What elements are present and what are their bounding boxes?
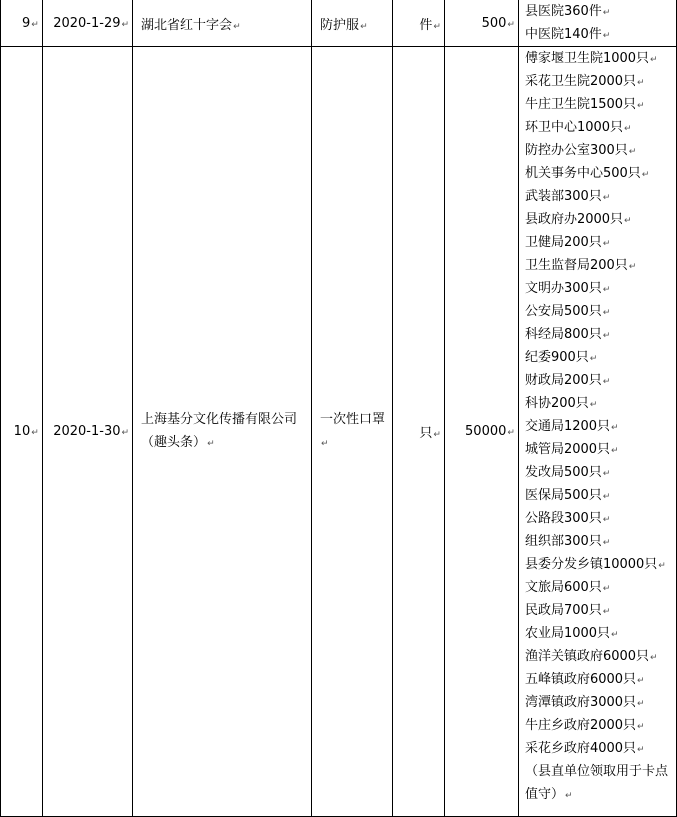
- recipient-line: 公路段300只↵: [524, 511, 611, 526]
- row-quantity-cell: 500↵: [444, 0, 518, 47]
- row-unit-cell: 件↵: [393, 0, 445, 47]
- recipient-list: [525, 47, 676, 808]
- row-date-cell: 2020-1-30↵: [42, 47, 132, 817]
- recipient-line: 科协200只↵: [524, 396, 598, 411]
- recipient-line: 卫生监督局200只↵: [524, 258, 637, 273]
- recipient-line: 民政局700只↵: [524, 603, 611, 618]
- row-unit-cell: 只↵: [393, 47, 445, 817]
- row-date-cell: 2020-1-29↵: [42, 0, 132, 47]
- recipient-line: （县直单位领取用于卡点值守）↵: [524, 764, 668, 802]
- recipient-line: 防控办公室300只↵: [524, 143, 637, 158]
- row-recipients-cell: [518, 0, 676, 47]
- recipient-line: 科经局800只↵: [524, 327, 611, 342]
- row-quantity-cell: 50000↵: [444, 47, 518, 817]
- recipient-line: 纪委900只↵: [524, 350, 598, 365]
- recipient-line: 财政局200只↵: [524, 373, 611, 388]
- recipient-line: 机关事务中心500只↵: [524, 166, 650, 181]
- recipient-line: 牛庄乡政府2000只↵: [524, 718, 645, 733]
- recipient-line: 五峰镇政府6000只↵: [524, 672, 645, 687]
- recipient-line: 环卫中心1000只↵: [524, 120, 632, 135]
- row-index-cell: 10↵: [1, 47, 43, 817]
- recipient-line: 卫健局200只↵: [524, 235, 611, 250]
- recipient-line: 农业局1000只↵: [524, 626, 619, 641]
- recipient-line: 湾潭镇政府3000只↵: [524, 695, 645, 710]
- row-item-cell: 一次性口罩↵: [312, 47, 393, 817]
- recipient-line: 渔洋关镇政府6000只↵: [524, 649, 658, 664]
- row-donor-cell: 湖北省红十字会↵: [133, 0, 312, 47]
- recipient-line: 组织部300只↵: [524, 534, 611, 549]
- row-donor-cell: 上海基分文化传播有限公司（趣头条）↵: [133, 47, 312, 817]
- recipient-line: 采花卫生院2000只↵: [524, 74, 645, 89]
- row-index-cell: 9↵: [1, 0, 43, 47]
- recipient-line: 文明办300只↵: [524, 281, 611, 296]
- recipient-line: 县委分发乡镇10000只↵: [524, 557, 666, 572]
- table-row: [1, 0, 677, 47]
- table-row: [1, 47, 677, 817]
- recipient-line: 县政府办2000只↵: [524, 212, 632, 227]
- recipient-line: 牛庄卫生院1500只↵: [524, 97, 645, 112]
- recipient-line: 采花乡政府4000只↵: [524, 741, 645, 756]
- recipient-line: 公安局500只↵: [524, 304, 611, 319]
- recipient-line: 中医院140件↵: [524, 27, 611, 42]
- recipient-line: 傅家堰卫生院1000只↵: [524, 51, 658, 66]
- recipient-line: 武装部300只↵: [524, 189, 611, 204]
- row-recipients-cell: [518, 47, 676, 817]
- row-item-cell: 防护服↵: [312, 0, 393, 47]
- recipient-line: 文旅局600只↵: [524, 580, 611, 595]
- recipient-line: 城管局2000只↵: [524, 442, 619, 457]
- recipient-line: 发改局500只↵: [524, 465, 611, 480]
- recipient-line: 医保局500只↵: [524, 488, 611, 503]
- recipient-line: 交通局1200只↵: [524, 419, 619, 434]
- recipient-line: 县医院360件↵: [524, 4, 611, 19]
